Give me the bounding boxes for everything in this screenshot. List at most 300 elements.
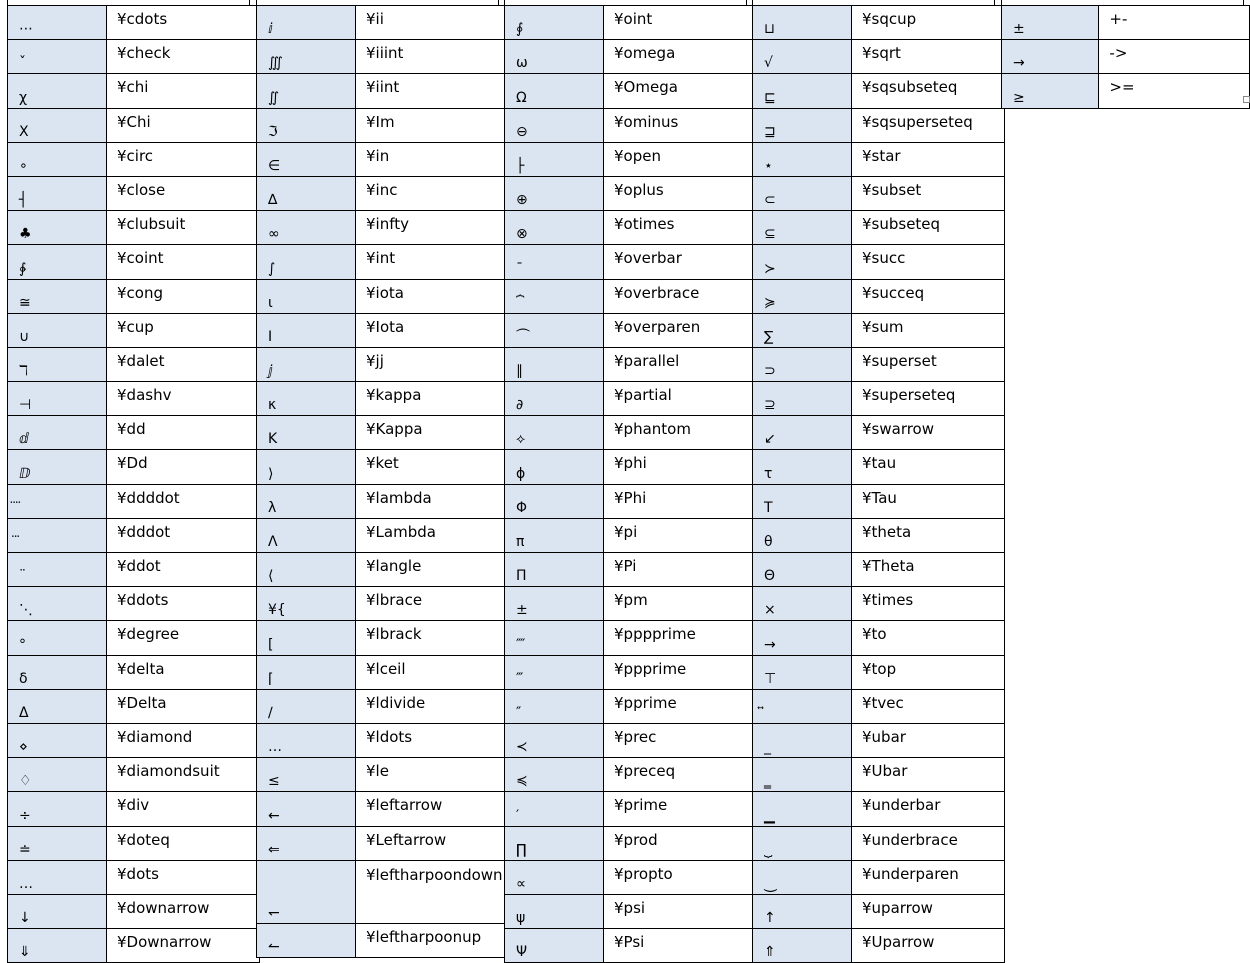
symbol-cell: ⊆ <box>753 211 852 245</box>
table-row <box>257 176 509 210</box>
table-row <box>505 382 757 416</box>
symbol-cell: ‗ <box>753 758 852 792</box>
command-cell: ¥delta <box>107 655 260 689</box>
command-cell: ¥pm <box>604 587 757 621</box>
symbol-cell: ⏜ <box>505 313 604 347</box>
command-cell: ¥iiint <box>356 40 509 74</box>
command-cell: ¥tau <box>852 450 1005 484</box>
table-row <box>753 6 1005 40</box>
table-row <box>753 347 1005 381</box>
table-row <box>753 416 1005 450</box>
table-row <box>505 416 757 450</box>
command-cell: ¥infty <box>356 211 509 245</box>
command-cell: ¥pi <box>604 518 757 552</box>
symbol-cell: ├ <box>505 142 604 176</box>
command-cell: ¥prod <box>604 826 757 860</box>
command-cell: ¥coint <box>107 245 260 279</box>
command-cell: ¥ominus <box>604 108 757 142</box>
table-row <box>8 450 260 484</box>
symbol-cell: ⅉ <box>257 347 356 381</box>
symbol-cell: ≽ <box>753 279 852 313</box>
table-row <box>257 826 509 860</box>
table-row <box>257 245 509 279</box>
table-row <box>505 313 757 347</box>
table-row <box>505 347 757 381</box>
command-cell: ¥sqrt <box>852 40 1005 74</box>
table-row <box>257 6 509 40</box>
command-cell: ¥Tau <box>852 484 1005 518</box>
symbol-table-3 <box>504 5 757 963</box>
command-cell: ¥lambda <box>356 484 509 518</box>
symbol-cell: ↽ <box>257 860 356 923</box>
command-cell: ¥dalet <box>107 347 260 381</box>
symbol-cell: ⋯ <box>8 6 107 40</box>
command-cell: ¥phi <box>604 450 757 484</box>
command-cell: ¥Downarrow <box>107 929 260 963</box>
table-row <box>8 108 260 142</box>
symbol-cell: τ <box>753 450 852 484</box>
command-cell: ¥propto <box>604 860 757 894</box>
command-cell: ¥uparrow <box>852 894 1005 928</box>
command-cell: ¥Phi <box>604 484 757 518</box>
symbol-cell: × <box>753 587 852 621</box>
symbol-cell: ‴ <box>505 655 604 689</box>
command-cell: ¥underbrace <box>852 826 1005 860</box>
table-row <box>505 211 757 245</box>
command-cell: ¥subset <box>852 176 1005 210</box>
table-row <box>753 313 1005 347</box>
command-cell: ¥leftarrow <box>356 792 509 826</box>
table-row <box>8 723 260 757</box>
command-cell: ¥degree <box>107 621 260 655</box>
symbol-cell: ⊑ <box>753 74 852 108</box>
table-row <box>753 74 1005 108</box>
command-cell: ¥prec <box>604 723 757 757</box>
symbol-cell: Λ <box>257 518 356 552</box>
symbol-cell: ∬ <box>257 74 356 108</box>
symbol-cell: ∭ <box>257 40 356 74</box>
table-row <box>753 211 1005 245</box>
symbol-cell: ⅈ <box>257 6 356 40</box>
symbol-cell: ┤ <box>8 176 107 210</box>
table-row <box>505 279 757 313</box>
symbol-cell: ¥{ <box>257 587 356 621</box>
symbol-cell: _ <box>753 723 852 757</box>
command-cell: ¥sqcup <box>852 6 1005 40</box>
symbol-cell <box>753 689 852 723</box>
command-cell: ¥superset <box>852 347 1005 381</box>
symbol-cell: ′ <box>505 792 604 826</box>
symbol-cell: ⟡ <box>505 416 604 450</box>
symbol-cell: ↼ <box>257 923 356 957</box>
table-row <box>257 313 509 347</box>
table-row <box>257 553 509 587</box>
command-cell: ¥ddddot <box>107 484 260 518</box>
table-row <box>505 894 757 928</box>
symbol-cell: ⅆ <box>8 416 107 450</box>
table-row <box>505 108 757 142</box>
table-row <box>8 382 260 416</box>
table-row <box>8 74 260 108</box>
symbol-cell: [ <box>257 621 356 655</box>
table-row <box>257 758 509 792</box>
table-row <box>257 860 509 923</box>
symbol-cell: ≺ <box>505 723 604 757</box>
symbol-table-5 <box>1001 5 1250 109</box>
symbol-cell: ↙ <box>753 416 852 450</box>
symbol-cell: ⅅ <box>8 450 107 484</box>
table-row <box>753 279 1005 313</box>
resize-handle[interactable] <box>1243 96 1250 103</box>
command-cell: ¥dddot <box>107 518 260 552</box>
command-cell: ¥inc <box>356 176 509 210</box>
table-row <box>753 655 1005 689</box>
table-row <box>505 142 757 176</box>
symbol-cell: π <box>505 518 604 552</box>
symbol-cell: ∫ <box>257 245 356 279</box>
symbol-cell: ⇐ <box>257 826 356 860</box>
table-row <box>505 826 757 860</box>
command-cell: ¥ppprime <box>604 655 757 689</box>
table-row <box>8 245 260 279</box>
command-cell: ¥overbar <box>604 245 757 279</box>
symbol-cell: χ <box>8 74 107 108</box>
symbol-cell: ⊖ <box>505 108 604 142</box>
symbol-cell: ↓ <box>8 894 107 928</box>
command-cell: ¥close <box>107 176 260 210</box>
symbol-cell: ⊂ <box>753 176 852 210</box>
command-cell: ¥partial <box>604 382 757 416</box>
command-cell: ¥Chi <box>107 108 260 142</box>
table-row <box>505 40 757 74</box>
table-row <box>505 450 757 484</box>
table-row <box>505 6 757 40</box>
command-cell: ¥ket <box>356 450 509 484</box>
symbol-cell: ♢ <box>8 758 107 792</box>
symbol-cell: ≅ <box>8 279 107 313</box>
table-row <box>753 792 1005 826</box>
table-row <box>505 245 757 279</box>
table-row <box>257 382 509 416</box>
command-cell: ¥lceil <box>356 655 509 689</box>
table-row <box>8 211 260 245</box>
table-row <box>8 689 260 723</box>
symbol-cell: … <box>8 860 107 894</box>
symbol-cell: Ω <box>505 74 604 108</box>
command-cell: ¥in <box>356 142 509 176</box>
table-row <box>753 108 1005 142</box>
table-row <box>8 792 260 826</box>
command-cell: ¥superseteq <box>852 382 1005 416</box>
symbol-cell: Θ <box>753 553 852 587</box>
command-cell: ¥sum <box>852 313 1005 347</box>
table-row <box>505 792 757 826</box>
command-cell: ¥sqsuperseteq <box>852 108 1005 142</box>
table-row <box>505 655 757 689</box>
symbol-cell: → <box>1002 40 1099 74</box>
symbol-cell: Φ <box>505 484 604 518</box>
command-cell: ¥oint <box>604 6 757 40</box>
table-row <box>8 142 260 176</box>
command-cell: ¥lbrace <box>356 587 509 621</box>
command-cell: ¥overparen <box>604 313 757 347</box>
symbol-cell: ≼ <box>505 758 604 792</box>
command-cell: ¥leftharpoonup <box>356 923 509 957</box>
command-cell: >= <box>1099 74 1250 108</box>
table-row <box>257 587 509 621</box>
symbol-cell: ± <box>505 587 604 621</box>
table-row <box>1002 74 1250 108</box>
table-row <box>753 689 1005 723</box>
table-row <box>257 279 509 313</box>
table-row <box>505 621 757 655</box>
table-row <box>505 553 757 587</box>
table-row <box>8 416 260 450</box>
symbol-table-4 <box>752 5 1005 963</box>
symbol-cell: ≥ <box>1002 74 1099 108</box>
symbol-cell: ∞ <box>257 211 356 245</box>
table-row <box>8 929 260 963</box>
command-cell: ¥star <box>852 142 1005 176</box>
table-row <box>257 74 509 108</box>
symbol-cell: ≤ <box>257 758 356 792</box>
command-cell: ¥diamondsuit <box>107 758 260 792</box>
command-cell: ¥Im <box>356 108 509 142</box>
table-row <box>257 450 509 484</box>
table-row <box>1002 40 1250 74</box>
symbol-cell: ⊣ <box>8 382 107 416</box>
command-cell: ¥underparen <box>852 860 1005 894</box>
symbol-table-1 <box>7 5 260 963</box>
symbol-cell: ⇑ <box>753 929 852 963</box>
symbol-cell: ↑ <box>753 894 852 928</box>
command-cell: ¥times <box>852 587 1005 621</box>
table-row <box>8 655 260 689</box>
command-cell: ¥open <box>604 142 757 176</box>
table-row <box>257 923 509 957</box>
symbol-cell: ⊇ <box>753 382 852 416</box>
table-row <box>257 347 509 381</box>
table-row <box>505 176 757 210</box>
table-row <box>8 860 260 894</box>
command-cell: ¥Delta <box>107 689 260 723</box>
command-cell: ¥ddots <box>107 587 260 621</box>
symbol-cell: ″ <box>505 689 604 723</box>
symbol-cell: ± <box>1002 6 1099 40</box>
symbol-cell: ⊃ <box>753 347 852 381</box>
symbol-cell: ⁗ <box>505 621 604 655</box>
table-row <box>753 142 1005 176</box>
table-row <box>8 587 260 621</box>
command-cell: -> <box>1099 40 1250 74</box>
command-cell: ¥pprime <box>604 689 757 723</box>
table-row <box>257 484 509 518</box>
command-cell: ¥ii <box>356 6 509 40</box>
table-row <box>8 6 260 40</box>
table-row <box>505 484 757 518</box>
command-cell: ¥dashv <box>107 382 260 416</box>
command-cell: ¥Theta <box>852 553 1005 587</box>
command-cell: +- <box>1099 6 1250 40</box>
table-row <box>8 313 260 347</box>
table-row <box>753 723 1005 757</box>
table-row <box>257 792 509 826</box>
table-row <box>257 621 509 655</box>
symbol-cell: Τ <box>753 484 852 518</box>
symbol-cell: ∏ <box>505 826 604 860</box>
table-row <box>753 894 1005 928</box>
symbol-cell: ∆ <box>257 176 356 210</box>
symbol-cell: ϕ <box>505 450 604 484</box>
symbol-cell: ⇓ <box>8 929 107 963</box>
table-row <box>8 758 260 792</box>
symbol-cell: ♣ <box>8 211 107 245</box>
command-cell: ¥jj <box>356 347 509 381</box>
symbol-cell: ⏝ <box>753 860 852 894</box>
command-cell: ¥succ <box>852 245 1005 279</box>
table-row <box>753 450 1005 484</box>
symbol-cell: Χ <box>8 108 107 142</box>
table-row <box>257 40 509 74</box>
symbol-cell: ∪ <box>8 313 107 347</box>
command-cell: ¥omega <box>604 40 757 74</box>
command-cell: ¥clubsuit <box>107 211 260 245</box>
command-cell: ¥psi <box>604 894 757 928</box>
command-cell: ¥kappa <box>356 382 509 416</box>
command-cell: ¥diamond <box>107 723 260 757</box>
symbol-cell: Ψ <box>505 929 604 963</box>
command-cell: ¥parallel <box>604 347 757 381</box>
command-cell: ¥iint <box>356 74 509 108</box>
command-cell: ¥swarrow <box>852 416 1005 450</box>
symbol-cell: ⊒ <box>753 108 852 142</box>
command-cell: ¥top <box>852 655 1005 689</box>
table-row <box>505 518 757 552</box>
command-cell: ¥otimes <box>604 211 757 245</box>
command-cell: ¥sqsubseteq <box>852 74 1005 108</box>
command-cell: ¥preceq <box>604 758 757 792</box>
command-cell: ¥underbar <box>852 792 1005 826</box>
table-row <box>505 723 757 757</box>
table-row <box>753 382 1005 416</box>
command-cell: ¥prime <box>604 792 757 826</box>
command-cell: ¥Kappa <box>356 416 509 450</box>
command-cell: ¥Uparrow <box>852 929 1005 963</box>
table-row <box>1002 6 1250 40</box>
table-row <box>753 758 1005 792</box>
table-row <box>505 758 757 792</box>
table-row <box>257 142 509 176</box>
symbol-cell: κ <box>257 382 356 416</box>
symbol-cell: ← <box>257 792 356 826</box>
table-row <box>753 553 1005 587</box>
symbol-cell: ∲ <box>8 245 107 279</box>
symbol-cell: √ <box>753 40 852 74</box>
symbol-cell: λ <box>257 484 356 518</box>
table-row <box>257 518 509 552</box>
symbol-cell: ℸ <box>8 347 107 381</box>
table-row <box>8 176 260 210</box>
table-row <box>505 587 757 621</box>
table-row <box>753 176 1005 210</box>
symbol-cell: ∝ <box>505 860 604 894</box>
table-row <box>257 108 509 142</box>
command-cell: ¥Omega <box>604 74 757 108</box>
symbol-cell: ¯ <box>505 245 604 279</box>
table-row <box>8 484 260 518</box>
table-row <box>257 723 509 757</box>
table-row <box>8 518 260 552</box>
command-cell: ¥downarrow <box>107 894 260 928</box>
table-row <box>505 860 757 894</box>
table-row <box>505 74 757 108</box>
table-row <box>8 621 260 655</box>
command-cell: ¥iota <box>356 279 509 313</box>
table-row <box>257 416 509 450</box>
table-row <box>8 553 260 587</box>
symbol-cell: ι <box>257 279 356 313</box>
symbol-cell: ⊔ <box>753 6 852 40</box>
command-cell: ¥succeq <box>852 279 1005 313</box>
command-cell: ¥doteq <box>107 826 260 860</box>
command-cell: ¥Lambda <box>356 518 509 552</box>
table-row <box>753 621 1005 655</box>
command-cell: ¥tvec <box>852 689 1005 723</box>
table-row <box>257 211 509 245</box>
table-row <box>8 826 260 860</box>
table-row <box>505 689 757 723</box>
symbol-cell: ˇ <box>8 40 107 74</box>
command-cell: ¥leftharpoondown <box>356 860 509 923</box>
symbol-cell: ℑ <box>257 108 356 142</box>
command-cell: ¥pppprime <box>604 621 757 655</box>
command-cell: ¥ldivide <box>356 689 509 723</box>
table-row <box>8 279 260 313</box>
table-row <box>257 689 509 723</box>
symbol-cell: ⟩ <box>257 450 356 484</box>
table-row <box>753 484 1005 518</box>
table-row <box>753 860 1005 894</box>
command-cell: ¥ubar <box>852 723 1005 757</box>
table-row <box>505 929 757 963</box>
table-row <box>257 655 509 689</box>
symbol-cell: ⋱ <box>8 587 107 621</box>
command-cell: ¥cdots <box>107 6 260 40</box>
table-row <box>753 929 1005 963</box>
symbol-cell: ⋄ <box>8 723 107 757</box>
symbol-cell: ▁ <box>753 792 852 826</box>
command-cell: ¥Iota <box>356 313 509 347</box>
symbol-cell: ∥ <box>505 347 604 381</box>
symbol-cell: ∕ <box>257 689 356 723</box>
symbol-cell: ≐ <box>8 826 107 860</box>
command-cell: ¥phantom <box>604 416 757 450</box>
command-cell: ¥to <box>852 621 1005 655</box>
command-cell: ¥Leftarrow <box>356 826 509 860</box>
table-row <box>8 40 260 74</box>
symbol-table-2 <box>256 5 509 958</box>
symbol-cell: Κ <box>257 416 356 450</box>
table-row <box>753 587 1005 621</box>
command-cell: ¥Ubar <box>852 758 1005 792</box>
command-cell: ¥cong <box>107 279 260 313</box>
command-cell: ¥Psi <box>604 929 757 963</box>
symbol-cell: ⏞ <box>505 279 604 313</box>
command-cell: ¥chi <box>107 74 260 108</box>
symbol-cell: Δ <box>8 689 107 723</box>
symbol-cell <box>8 484 107 518</box>
command-cell: ¥theta <box>852 518 1005 552</box>
